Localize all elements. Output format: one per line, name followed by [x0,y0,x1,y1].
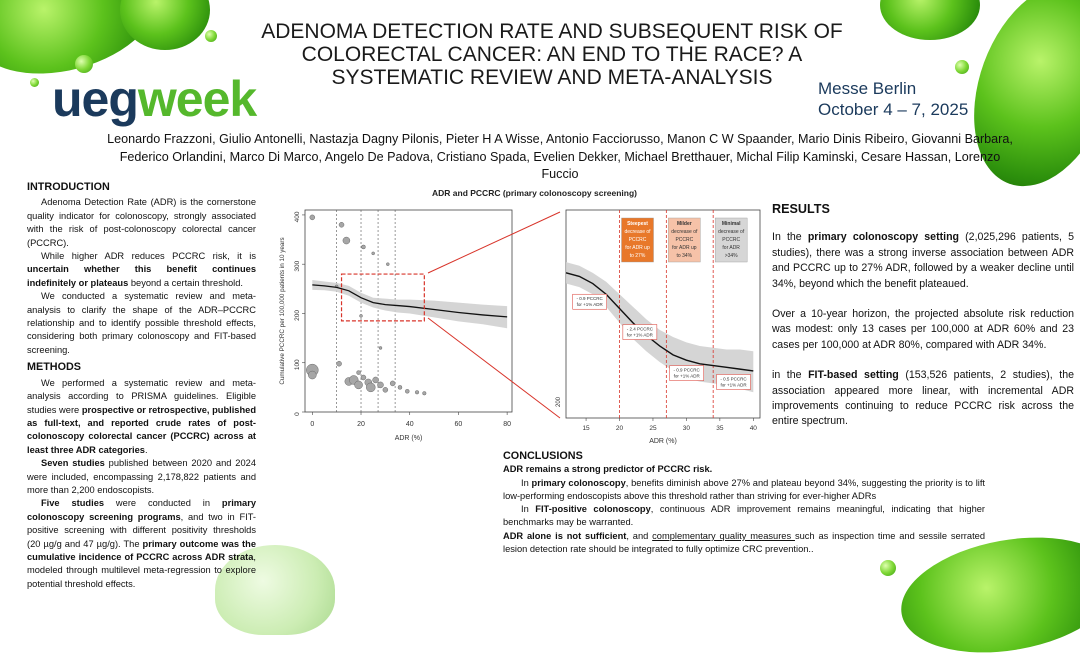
data-point [308,371,316,379]
data-point [361,375,366,380]
methods-paragraph-3: Five studies were conducted in primary colonoscopy screening programs, and two in FIT-positive screening with different positivity thresholds (20 µg/g and 47 µg/g). The primary outcome was the cumulative incidence of PCCRC across ADR strata, modeled through multilevel meta-regression to explore potential threshold effects. [27,498,257,589]
y-tick-label: 300 [294,260,301,272]
connector-line [428,318,560,418]
results-paragraph-1: In the primary colonoscopy setting (2,025,296 patients, 5 studies), there was a strong inverse association between ADR and PCCRC up to 27% ADR, followed by a weaker decline until 34%, beyond which the benefit plateaued. [772,231,1074,290]
zone-label: to 27% [629,253,646,259]
data-point [343,237,350,244]
zone-label: for ADR up [672,245,697,251]
results-paragraph-2: Over a 10-year horizon, the projected absolute risk reduction was modest: only 13 cases per 100,000 at ADR 60% and 23 cases per 100,000 at ADR 80%, compared with ADR 34%. [772,308,1074,351]
zone-label: Milder [676,221,692,227]
data-point [405,389,409,393]
connector-line [428,212,560,273]
data-point [386,263,389,266]
x-tick-label: 20 [615,425,624,432]
intro-paragraph-3: We conducted a systematic review and meta-analysis to clarify the shape of the ADR–PCCRC relationship and to identify possible threshold effects, considering both primary colonoscopy and FIT-based screening. [27,291,256,355]
zone-label: for ADR up [625,245,650,251]
data-point [339,222,344,227]
conclusions-lead: ADR remains a strong predictor of PCCRC risk. [503,464,713,475]
data-point [310,215,315,220]
y-tick-label: 400 [294,211,301,223]
data-point [415,390,419,394]
x-tick-label: 80 [503,421,512,428]
ueg-week-logo: uegweek [52,71,257,127]
zone-label: for ADR [722,245,740,251]
data-point [390,381,395,386]
slope-annotation: for +1% ADR [576,302,603,308]
x-tick-label: 25 [649,425,657,432]
y-axis-label: Cumulative PCCRC per 100,000 patients in 10 years [279,237,286,385]
slope-annotation: - 0.9 PCCRC [576,296,603,302]
methods-heading: METHODS [27,361,81,374]
slope-annotation: - 0.9 PCCRC [673,367,700,373]
x-tick-label: 40 [749,425,757,432]
left-column [27,181,256,591]
slope-annotation: for +1% ADR [626,332,653,338]
x-tick-label: 40 [405,421,414,428]
y-tick-label: 200 [556,396,562,408]
methods-paragraph-1: We performed a systematic review and meta-analysis according to PRISMA guidelines. Eligible studies were prospective or retrospective, published as full-text, and reported crude rates of post-colonoscopy colorectal cancer (PCCRC) across at least three ADR categories. [27,377,257,455]
y-tick-label: 100 [294,359,301,371]
poster-title: ADENOMA DETECTION RATE AND SUBSEQUENT RISK OF COLORECTAL CANCER: AN END TO THE RACE? A SYSTEMATIC REVIEW AND META-ANALYSIS [261,20,843,89]
conclusions-heading: CONCLUSIONS [503,450,583,462]
zone-label: decrease of [624,229,651,235]
x-tick-label: 0 [310,421,315,428]
venue-info [818,78,968,120]
data-point [398,385,402,389]
data-point [383,387,388,392]
conclusions-paragraph-2: In FIT-positive colonoscopy, continuous ADR improvement remains meaningful, indicating that higher benchmarks may be warranted. [503,504,986,528]
slope-annotation: - 2.4 PCCRC [626,326,653,332]
conclusions-paragraph-3: ADR alone is not sufficient, and complementary quality measures such as inspection time and sessile serrated lesion detection rate should be integrated to fully optimize CRC prevention.. [503,530,985,555]
data-point [355,381,363,389]
data-point [373,377,379,383]
x-axis-label: ADR (%) [649,438,677,445]
data-point [423,391,427,395]
x-tick-label: 15 [582,425,590,432]
venue-location: Messe Berlin [818,79,917,98]
introduction-heading: INTRODUCTION [27,181,110,193]
data-point [379,346,382,349]
main-scatter-chart [279,210,512,442]
intro-paragraph-1: Adenoma Detection Rate (ADR) is the cornerstone quality indicator for colonoscopy, strongly associated with the risk of post-colonoscopy colorectal cancer (PCCRC). [27,197,256,248]
data-point [366,383,375,392]
y-tick-label: 0 [294,412,301,416]
methods-paragraph-2: Seven studies published between 2020 and 2024 were included, encompassing 2,178,822 patients and more than 2,200 endoscopists. [27,458,256,495]
zone-label: Minimal [721,221,741,227]
figure-svg [270,200,770,450]
zone-label: Steepest [627,221,648,227]
zone-label: PCCRC [675,237,694,243]
chart-title: ADR and PCCRC (primary colonoscopy screening) [432,188,637,198]
x-axis-label: ADR (%) [394,435,423,442]
data-point [357,371,361,375]
results-paragraph-3: in the FIT-based setting (153,526 patients, 2 studies), the association appeared more linear, with incremental ADR improvements continuing to reduce PCCRC risk across the entire spectrum. [772,369,1075,428]
x-tick-label: 60 [454,421,463,428]
zoom-line-chart [556,210,760,445]
data-point [360,314,363,317]
zone-label: decrease of [671,229,698,235]
data-point [361,245,365,249]
x-tick-label: 20 [357,421,365,428]
zone-label: PCCRC [628,237,647,243]
results-heading: RESULTS [772,202,830,216]
zone-label: >34% [724,253,738,259]
venue-dates: October 4 – 7, 2025 [818,100,969,119]
x-tick-label: 30 [682,425,691,432]
author-list: Leonardo Frazzoni, Giulio Antonelli, Nastazja Dagny Pilonis, Pieter H A Wisse, Antonio Facciorusso, Manon C W Spaander, Mario Dinis Ribeiro, Giovanni Barbara, Federico Orlandini, Marco Di Marco, Angelo De Padova, Cristiano Spada, Evelien Dekker, Michael Bretthauer, Michal Filip Kaminski, Cesare Hassan, Lorenzo Fuccio [107,132,1013,181]
data-point [337,361,342,366]
y-tick-label: 200 [294,310,301,321]
data-point [377,382,383,388]
results-section [772,202,1074,445]
zone-label: decrease of [718,229,745,235]
x-tick-label: 35 [716,425,724,432]
data-point [372,252,375,255]
intro-paragraph-2: While higher ADR reduces PCCRC risk, it is uncertain whether this benefit continues indefinitely or plateaus beyond a certain threshold. [27,251,256,288]
zone-label: PCCRC [722,237,741,243]
conclusions-section [503,450,985,556]
slope-annotation: for +1% ADR [720,382,747,388]
slope-annotation: - 0.5 PCCRC [720,376,747,382]
zone-label: to 34% [676,253,693,259]
slope-annotation: for +1% ADR [673,373,700,379]
conclusions-paragraph-1: In primary colonoscopy, benefits diminish above 27% and plateau beyond 34%, suggesting the priority is to lift low-performing endoscopists above this threshold rather than striving for ever-higher ADRs [503,477,985,501]
